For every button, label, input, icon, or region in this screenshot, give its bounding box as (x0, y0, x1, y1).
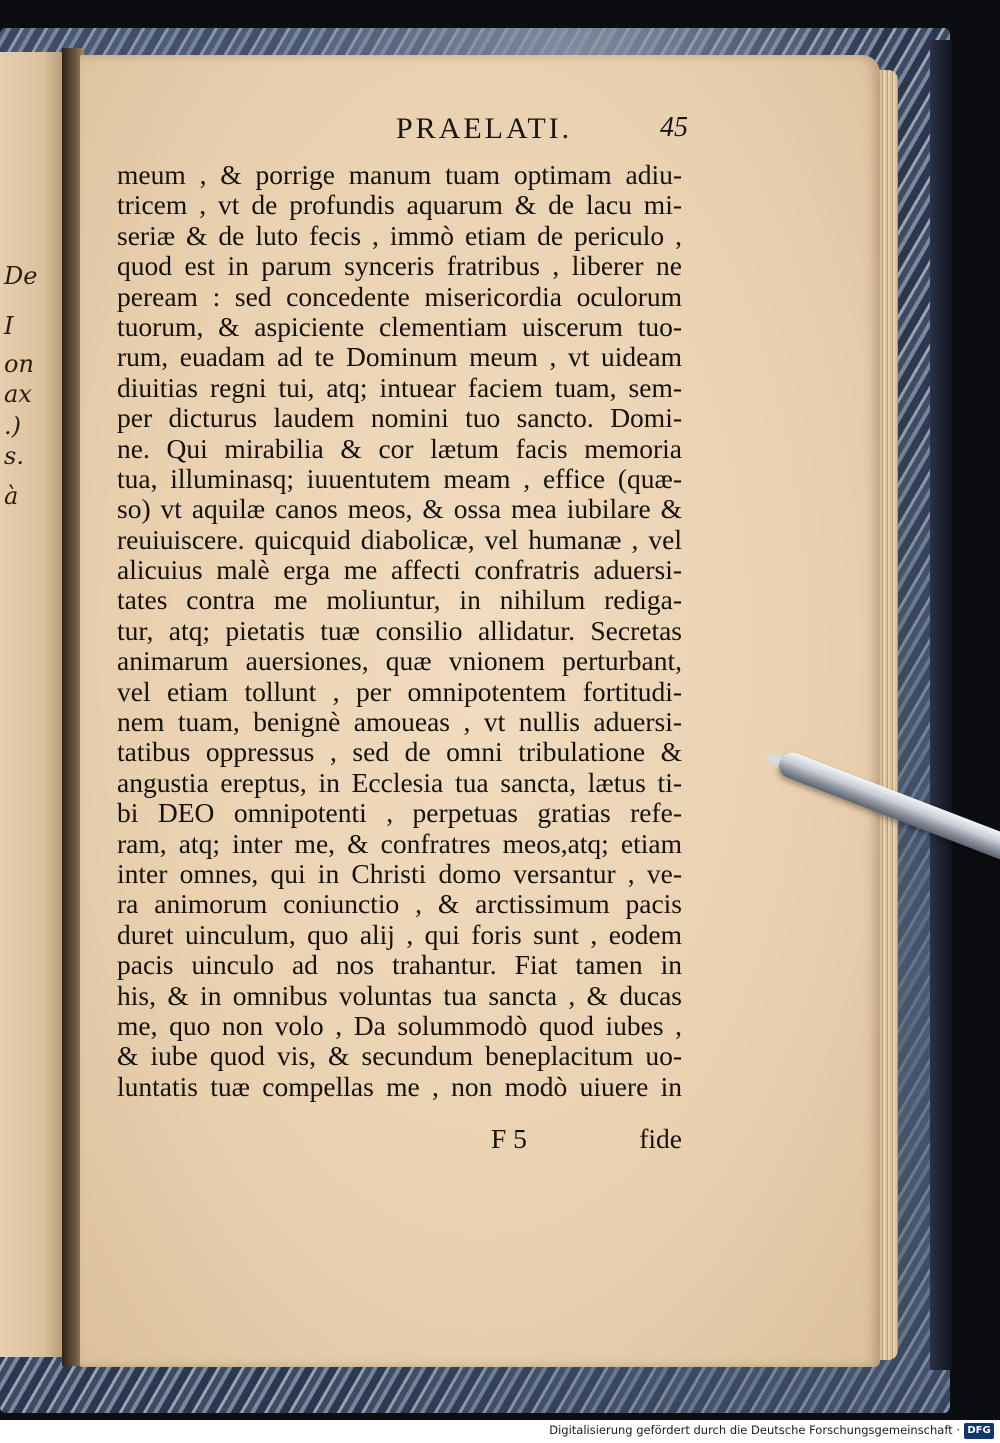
left-fragment-text: on (4, 350, 34, 378)
signature-mark: F 5 (491, 1123, 527, 1154)
body-text (117, 160, 682, 1102)
text-line: tricem , vt de profundis aquarum & de lacu mi- (117, 189, 682, 221)
text-line: ne. Qui mirabilia & cor lætum facis memoria (117, 432, 682, 464)
left-fragment-text: à (4, 482, 19, 510)
text-line: ram, atq; inter me, & confratres meos,atq; etiam (117, 827, 682, 859)
text-line: duret uinculum, quo alij , qui foris sunt , eodem (117, 918, 682, 950)
text-line: so) vt aquilæ canos meos, & ossa mea iubilare & (117, 493, 682, 525)
left-fragment-text: ax (4, 380, 32, 408)
text-line: ra animorum coniunctio , & arctissimum pacis (117, 888, 682, 920)
text-line: nem tuam, benignè amoueas , vt nullis aduersi- (117, 706, 682, 738)
text-line: me, quo non volo , Da solummodò quod iubes , (117, 1009, 682, 1041)
text-line: pacis uinculo ad nos trahantur. Fiat tamen in (117, 949, 682, 981)
catchword: fide (639, 1123, 682, 1154)
page-footer (117, 1123, 682, 1155)
text-line: diuitias regni tui, atq; intuear faciem tuam, sem- (117, 371, 682, 403)
left-page-fragment (0, 52, 65, 1357)
text-line: reuiuiscere. quicquid diabolicæ, vel humanæ , vel (117, 523, 682, 555)
text-line: inter omnes, qui in Christi domo versantur , ve- (117, 857, 682, 889)
left-fragment-text: .) (4, 412, 21, 440)
running-title: PRAELATI. (396, 112, 573, 145)
left-fragment-text: s. (4, 442, 24, 470)
cover-edge (930, 40, 952, 1370)
text-line: tur, atq; pietatis tuæ consilio allidatur. Secretas (117, 614, 682, 646)
left-fragment-text: De (4, 262, 38, 290)
text-line: tua, illuminasq; iuuentutem meam , effice (quæ- (117, 462, 682, 494)
credit-bar (0, 1420, 1000, 1443)
text-line: per dicturus laudem nomini tuo sancto. Domi- (117, 402, 682, 434)
text-line: quod est in parum synceris fratribus , liberer ne (117, 250, 682, 282)
text-line: his, & in omnibus voluntas tua sancta , & ducas (117, 979, 682, 1011)
text-line: peream : sed concedente misericordia oculorum (117, 280, 682, 312)
text-line: vel etiam tollunt , per omnipotentem fortitudi- (117, 675, 682, 707)
text-line: luntatis tuæ compellas me , non modò uiuere in (117, 1070, 682, 1102)
text-line: angustia ereptus, in Ecclesia tua sancta, lætus ti- (117, 766, 682, 798)
text-line: & iube quod vis, & secundum beneplacitum uo- (117, 1040, 682, 1072)
credit-text: Digitalisierung gefördert durch die Deutsche Forschungsgemeinschaft · (549, 1423, 960, 1437)
running-head (80, 112, 880, 152)
page-number: 45 (660, 112, 688, 143)
text-line: animarum auersiones, quæ vnionem perturbant, (117, 645, 682, 677)
text-line: alicuius malè erga me affecti confratris aduersi- (117, 554, 682, 586)
text-line: rum, euadam ad te Dominum meum , vt uideam (117, 341, 682, 373)
text-line: seriæ & de luto fecis , immò etiam de periculo , (117, 219, 682, 251)
text-line: bi DEO omnipotenti , perpetuas gratias refe- (117, 797, 682, 829)
text-line: tates contra me moliuntur, in nihilum rediga- (117, 584, 682, 616)
text-line: tuorum, & aspiciente clementiam uiscerum tuo- (117, 310, 682, 342)
dfg-logo-icon: DFG (964, 1423, 994, 1439)
text-line: tatibus oppressus , sed de omni tribulatione & (117, 736, 682, 768)
text-line: meum , & porrige manum tuam optimam adiu- (117, 159, 682, 190)
left-fragment-text: I (4, 312, 14, 340)
